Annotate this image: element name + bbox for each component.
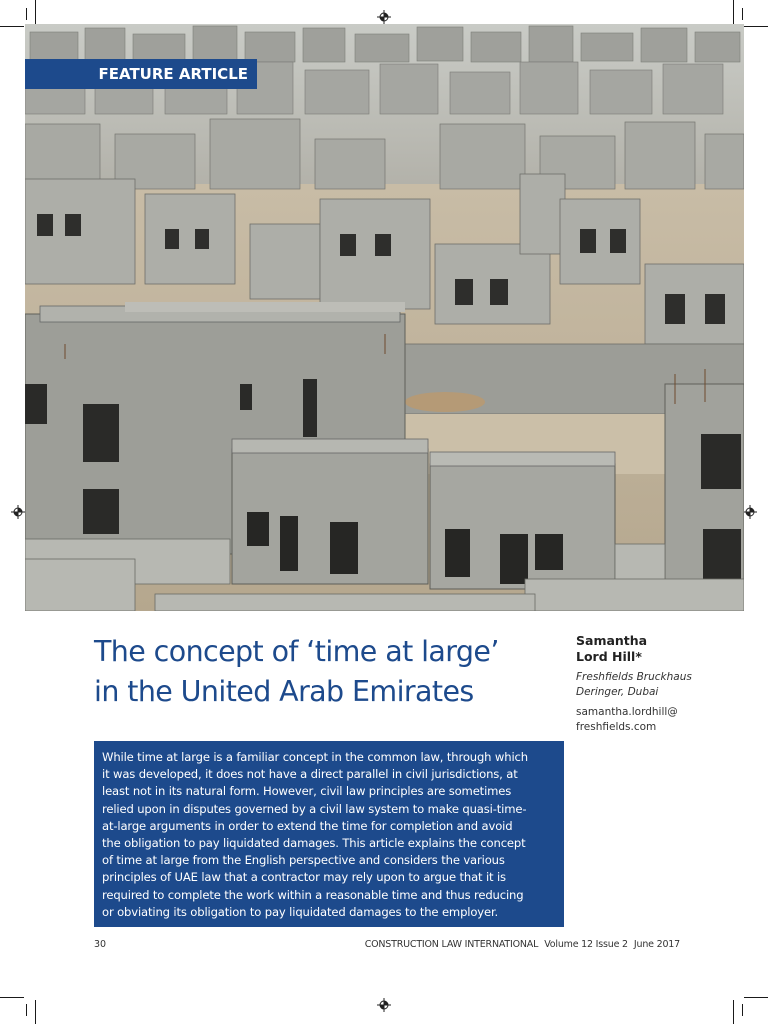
crop-mark [744,997,768,998]
author-firm-line: Deringer, Dubai [576,686,659,698]
abstract-line: least not in its natural form. However, civil law principles are sometimes [102,784,512,799]
registration-mark-icon [11,505,25,519]
crop-mark [0,997,24,998]
article-title [94,632,554,712]
title-line: The concept of ‘time at large’ [94,635,499,668]
registration-mark-icon [377,998,391,1012]
section-label: FEATURE ARTICLE [25,59,257,89]
journal-date: June 2017 [633,939,680,950]
journal-reference [365,939,680,950]
abstract-line: While time at large is a familiar concept in the common law, through which [102,750,528,764]
crop-mark [26,1004,27,1016]
crop-mark [35,1000,36,1024]
abstract-line: required to complete the work within a reasonable time and thus reducing [102,887,524,902]
abstract-line: relied upon in disputes governed by a civil law system to make quasi-time- [102,801,527,816]
abstract-line: the obligation to pay liquidated damages. This article explains the concept [102,836,526,851]
crop-mark [0,26,24,27]
registration-mark-icon [377,10,391,24]
abstract-line: or obviating its obligation to pay liquidated damages to the employer. [102,904,499,919]
abstract-line: principles of UAE law that a contractor may rely upon to argue that it is [102,870,506,885]
author-firm-line: Freshfields Bruckhaus [576,671,692,683]
title-line: in the United Arab Emirates [94,675,474,708]
construction-site-photo [25,24,744,611]
abstract-line: at-large arguments in order to extend the time for completion and avoid [102,818,513,833]
author-name [576,633,726,665]
construction-site-illustration [25,24,744,611]
crop-mark [733,0,734,24]
page-number: 30 [94,939,107,950]
abstract-line: of time at large from the English perspective and considers the various [102,853,505,868]
crop-mark [733,1000,734,1024]
author-email[interactable] [576,705,726,735]
crop-mark [742,8,743,20]
author-name-line: Samantha [576,633,648,648]
author-email-line[interactable]: samantha.lordhill@ [576,706,678,718]
author-email-line[interactable]: freshfields.com [576,721,657,733]
crop-mark [26,8,27,20]
journal-name: CONSTRUCTION LAW INTERNATIONAL [364,939,539,950]
abstract-line: it was developed, it does not have a direct parallel in civil jurisdictions, at [102,767,518,782]
author-name-line: Lord Hill* [576,649,642,664]
author-firm [576,670,726,700]
crop-mark [742,1004,743,1016]
crop-mark [35,0,36,24]
journal-volume-issue: Volume 12 Issue 2 [544,939,628,950]
crop-mark [744,26,768,27]
abstract-text [102,749,556,921]
abstract-box [94,741,564,927]
registration-mark-icon [743,505,757,519]
author-block [576,633,726,735]
